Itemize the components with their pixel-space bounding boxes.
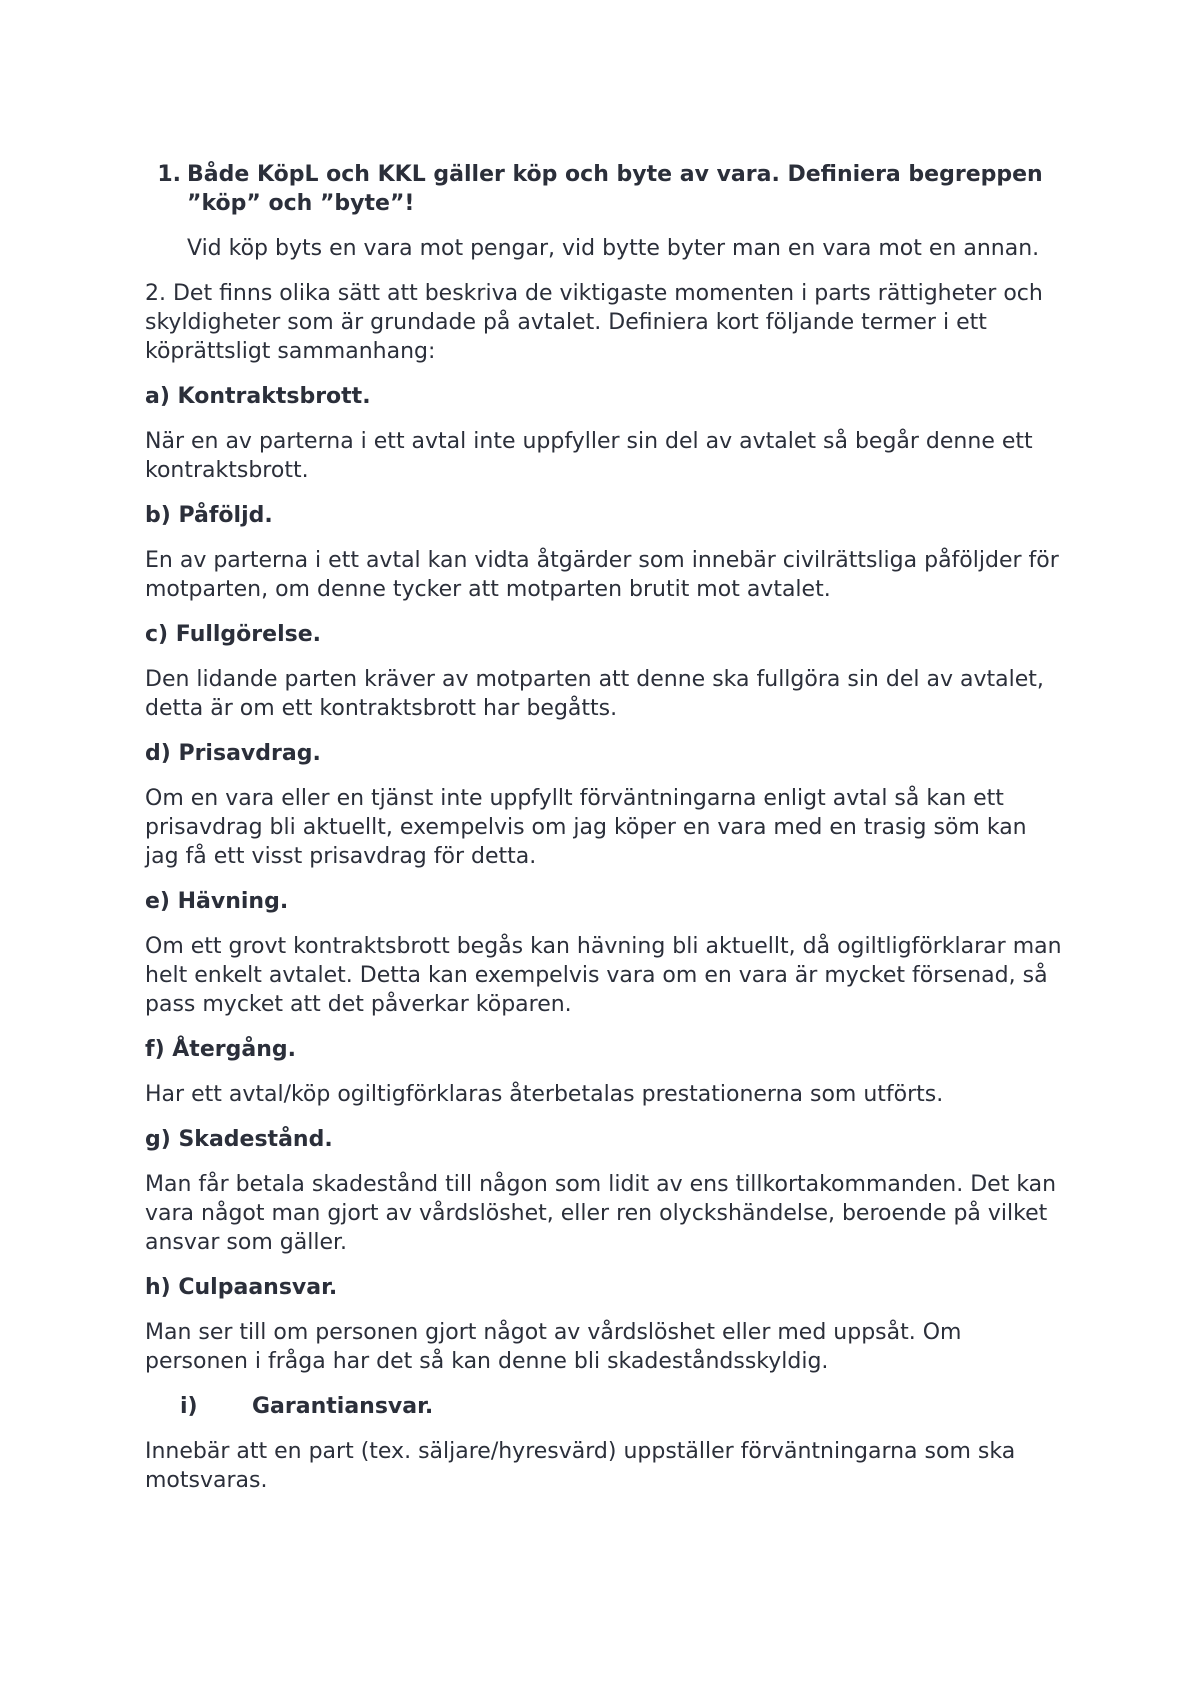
- section-i-marker: i): [180, 1394, 198, 1419]
- question-1: [145, 160, 1065, 263]
- section-f-body: Har ett avtal/köp ogiltigförklaras återbetalas prestationerna som utförts.: [145, 1082, 944, 1107]
- question-1-number: 1.: [157, 162, 181, 187]
- question-1-text: Både KöpL och KKL gäller köp och byte av vara. Definiera begreppen ”köp” och ”byte”!: [187, 162, 1043, 216]
- question-1-answer: Vid köp byts en vara mot pengar, vid bytte byter man en vara mot en annan.: [187, 236, 1040, 261]
- section-f-heading: f) Återgång.: [145, 1037, 296, 1062]
- section-g-heading: g) Skadestånd.: [145, 1127, 333, 1152]
- section-d-heading: d) Prisavdrag.: [145, 741, 321, 766]
- section-a-body: När en av parterna i ett avtal inte uppfyller sin del av avtalet så begår denne ett kontraktsbrott.: [145, 429, 1033, 483]
- section-g-body: Man får betala skadestånd till någon som lidit av ens tillkortakommanden. Det kan vara något man gjort av vårdslöshet, eller ren olyckshändelse, beroende på vilket ansvar som gäller.: [145, 1172, 1057, 1255]
- section-h-heading: h) Culpaansvar.: [145, 1275, 338, 1300]
- section-b-body: En av parterna i ett avtal kan vidta åtgärder som innebär civilrättsliga påföljder för motparten, om denne tycker att motparten brutit mot avtalet.: [145, 548, 1059, 602]
- question-1-body: [187, 160, 1065, 263]
- section-e-heading: e) Hävning.: [145, 889, 289, 914]
- document-page: [145, 160, 1065, 1511]
- section-h-body: Man ser till om personen gjort något av vårdslöshet eller med uppsåt. Om personen i fråga har det så kan denne bli skadeståndsskyldig.: [145, 1320, 962, 1374]
- section-a-heading: a) Kontraktsbrott.: [145, 384, 371, 409]
- question-2-text: 2. Det finns olika sätt att beskriva de viktigaste momenten i parts rättigheter och skyldigheter som är grundade på avtalet. Definiera kort följande termer i ett köprättsligt sammanhang:: [145, 281, 1043, 364]
- section-d-body: Om en vara eller en tjänst inte uppfyllt förväntningarna enligt avtal så kan ett prisavdrag bli aktuellt, exempelvis om jag köper en vara med en trasig söm kan jag få ett visst prisavdrag för detta.: [145, 786, 1027, 869]
- section-e-body: Om ett grovt kontraktsbrott begås kan hävning bli aktuellt, då ogiltligförklarar man helt enkelt avtalet. Detta kan exempelvis vara om en vara är mycket försenad, så pass mycket att det påverkar köparen.: [145, 934, 1062, 1017]
- section-c-heading: c) Fullgörelse.: [145, 622, 321, 647]
- section-c-body: Den lidande parten kräver av motparten att denne ska fullgöra sin del av avtalet, detta är om ett kontraktsbrott har begåtts.: [145, 667, 1044, 721]
- section-i-heading: Garantiansvar.: [252, 1394, 434, 1419]
- section-i-heading-row: [145, 1392, 1065, 1421]
- section-b-heading: b) Påföljd.: [145, 503, 273, 528]
- section-i-body: Innebär att en part (tex. säljare/hyresvärd) uppställer förväntningarna som ska motsvaras.: [145, 1439, 1016, 1493]
